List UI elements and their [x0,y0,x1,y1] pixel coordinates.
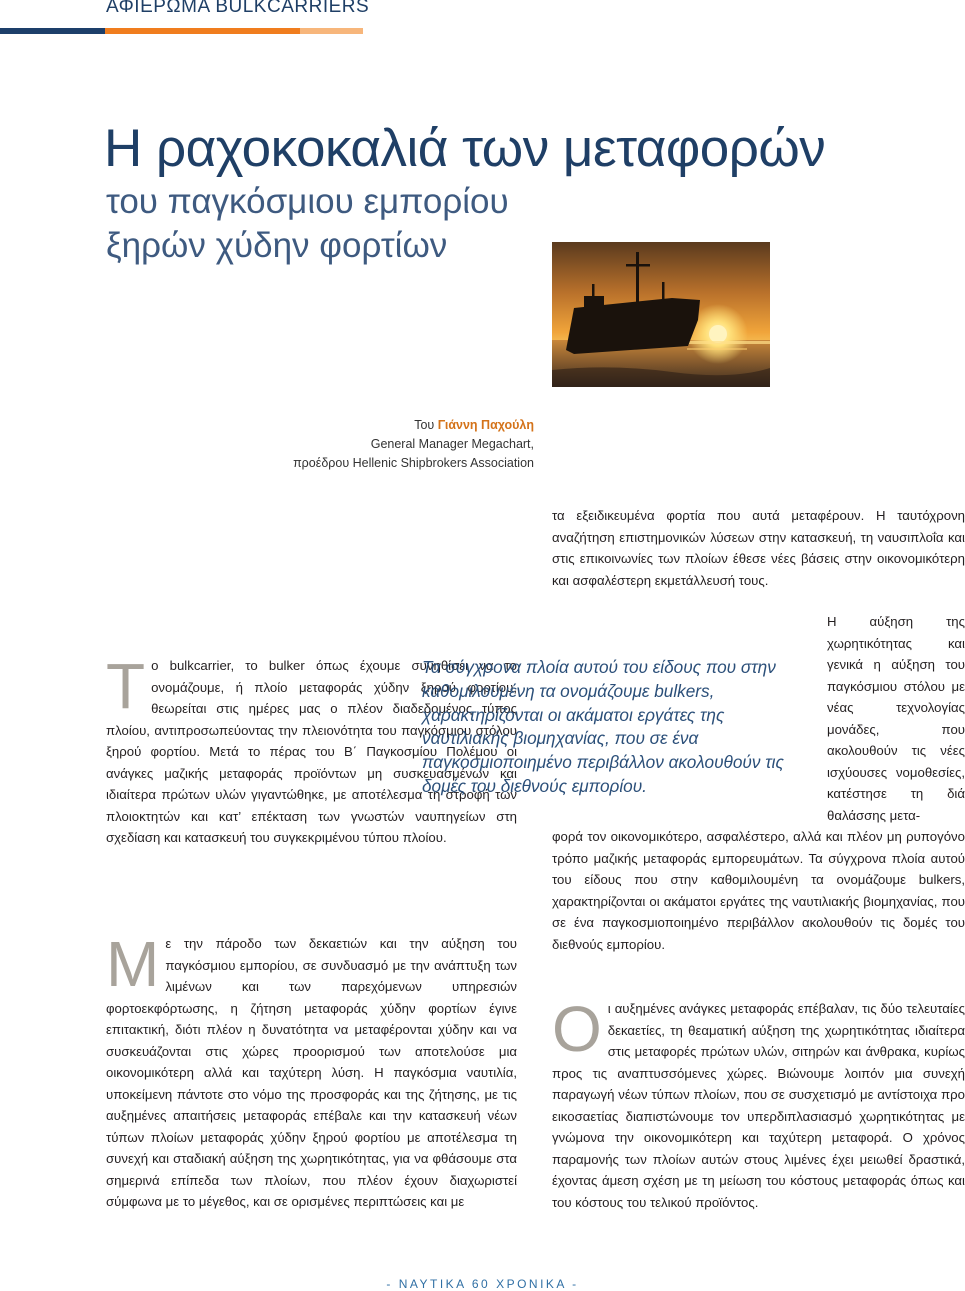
author-role-1: General Manager Megachart, [370,437,534,451]
drop-cap-t: Τ [106,650,146,722]
ship-sunset-photo [552,242,770,387]
col2-paragraph-3 [552,993,965,1213]
header-rule-orange [105,28,300,34]
article-title: Η ραχοκοκαλιά των μεταφορών [104,119,826,178]
page-number: 60 [471,1277,491,1291]
byline [293,416,534,473]
footer-left: - ΝΑΥΤΙΚΑ [386,1277,467,1291]
header-rule-light-orange [300,28,363,34]
col1-paragraph-2 [106,928,517,1213]
col2-paragraph-top: τα εξειδικευμένα φορτία που αυτά μεταφέρουν. Η ταυτόχρονη αναζήτηση επιστημονικών λύσεων στην κατασκευή, τη ναυσιπλοΐα και στις επικοινωνίες των πλοίων έθεσε νέες βάσεις στην οικονομικότερη και ασφαλέστερη εκμετάλλευσή τους. [552,508,965,588]
ship-sunset-illustration [552,242,770,387]
author-name: Γιάννη Παχούλη [437,418,534,432]
section-label: ΑΦΙΕΡΩΜΑ BULKCARRIERS [106,0,370,17]
author-role-2: προέδρου Hellenic Shipbrokers Association [293,456,534,470]
col1-paragraph-1-text: ο bulkcarrier, το bulker όπως έχουμε συνηθίσει να το ονομάζουμε, ή πλοίο μεταφοράς χύδην ξηρού φορτίου, θεωρείται στις ημέρες μας ο πλέον διαδεδομένος τύπος πλοίου, αντιπροσωπεύοντας την πλειονότητα του παγκόσμιου στόλου ξηρού φορτίου. Μετά το πέρας του Β΄ Παγκοσμίου Πολέμου οι ανάγκες μαζικής μεταφοράς προϊόντων μη συσκευασμένων και ιδιαίτερα πρώτων υλών γιγαντώθηκε, με αποτέλεσμα τη στροφή των πλοιοκτητών και κατ’ επέκταση των γνωστών ναυπηγείων στη σχεδίαση και κατασκευή του συγκεκριμένου τύπου πλοίου. [106,658,517,845]
page-footer [0,1277,965,1291]
article-subtitle [106,180,509,268]
byline-author-line [293,416,534,435]
drop-cap-m: Μ [106,928,160,1000]
subtitle-line-2: ξηρών χύδην φορτίων [106,226,448,265]
col2-paragraph-mid: φορά τον οικονομικότερο, ασφαλέστερο, αλλά και πλέον μη ρυπογόνο τρόπο μαζικής μεταφοράς εμπορευμάτων. Τα σύγχρονα πλοία αυτού του είδους που στην καθομιλουμένη τα ονομάζουμε bulkers, χαρακτηρίζονται οι ακάματοι εργάτες της ναυτιλιακής βιομηχανίας, που σε ένα παγκοσμιοποιημένο περιβάλλον ακολουθούν τις δομές του διεθνούς εμπορίου. [552,829,965,952]
header-rule-navy [0,28,105,34]
pull-quote: Τα σύγχρονα πλοία αυτού του είδους που στην καθομιλουμένη τα ονομάζουμε bulkers, χαρακτηρίζονται οι ακάματοι εργάτες της ναυτιλιακής βιομηχανίας, που σε ένα παγκοσμιοποιημένο περιβάλλον ακολουθούν τις δομές του διεθνούς εμπορίου. [422,657,784,796]
col2-narrow-paragraph: Η αύξηση της χωρητικότητας και γενικά η αύξηση του παγκόσμιου στόλου με νέας τεχνολογίας μονάδες, που ακολουθούν τις νέες ισχύουσες νομοθεσίες, κατέστησε τη διά θαλάσσης μετα- [827,614,965,823]
byline-prefix: Του [414,418,435,432]
col2-paragraph-3-text: ι αυξημένες ανάγκες μεταφοράς επέβαλαν, τις δύο τελευταίες δεκαετίες, τη θεαματική αύξηση της χωρητικότητας ιδιαίτερα στις μεταφορές πρώτων υλών, σιτηρών και άνθρακα, κυρίως προς τις αναπτυσσόμενες χώρες. Βιώνουμε λοιπόν μια συνεχή παραγωγή νέων τύπων πλοίων, που σε συσχετισμό με αντίστοιχα προ εικοσαετίας διαπιστώνουμε τον υπερδιπλασιασμό χωρητικότητας με γνώμονα την οικονομικότερη και ταχύτερη μεταφορά. Ο χρόνος παραμονής των πλοίων αυτών στους λιμένες έχει μειωθεί δραστικά, έχοντας άμεση σχέση με τη μείωση του κόστους μεταφοράς όπως και του κόστους του τελικού προϊόντος. [552,1001,965,1210]
drop-cap-o: Ο [552,993,602,1065]
col1-paragraph-2-text: ε την πάροδο των δεκαετιών και την αύξηση του παγκόσμιου εμπορίου, σε συνδυασμό με την ανάπτυξη των λιμένων και των παρεχόμενων υπηρεσιών φορτοεκφόρτωσης, η ζήτηση μεταφοράς χύδην φορτίων έγινε επιτακτική, διότι πλέον η δυνατότητα να μεταφέρονται χύδην και να συσκευάζονται στις χώρες προορισμού των αποτελούσε μια οικονομικότερη αλλά και ταχύτερη λύση. Η παγκόσμια ναυτιλία, υποκείμενη πάντοτε στο νόμο της προσφοράς και της ζήτησης, με τις αυξημένες απαιτήσεις μεταφοράς επέβαλε και την κατασκευή νέων τύπων πλοίων μεταφοράς χύδην ξηρού φορτίου με αποτέλεσμα τη συνεχή και σταδιακή αύξηση της χωρητικότητας, για να φθάσουμε στα σημερινά επίπεδα των πλοίων, που πλέον έχουν διαχωριστεί σύμφωνα με το μέγεθος, και σε ορισμένες περιπτώσεις και με [106,936,517,1209]
subtitle-line-1: του παγκόσμιου εμπορίου [106,182,509,221]
footer-right: ΧΡΟΝΙΚΑ - [496,1277,579,1291]
